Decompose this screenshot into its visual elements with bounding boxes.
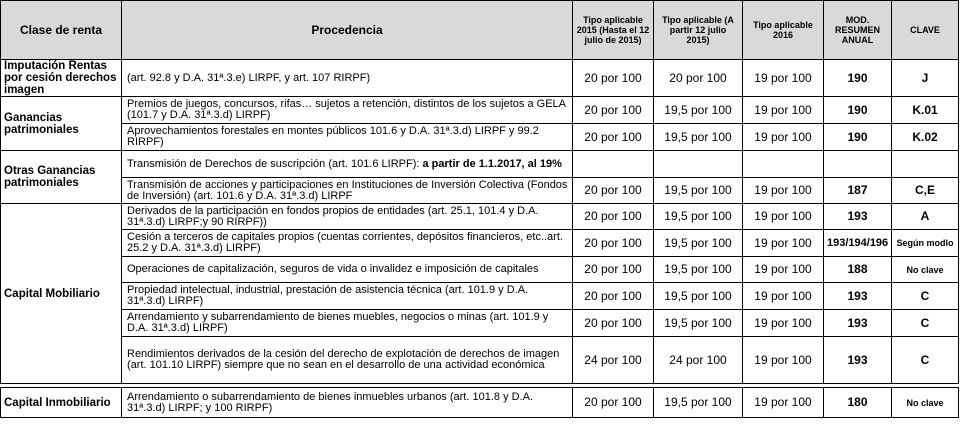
tipo-2016-cell: 19 por 100 xyxy=(743,283,824,310)
tipo-2015-cell: 20 por 100 xyxy=(573,124,654,151)
procedencia-cell: Premios de juegos, concursos, rifas… sujetos a retención, distintos de los sujetos a GELA (101.7 y D.A. 31ª.3.d) LIRPF) xyxy=(122,97,573,124)
tipo-2015-cell: 20 por 100 xyxy=(573,388,654,418)
tipo-2016-cell: 19 por 100 xyxy=(743,388,824,418)
tipo-2015-julio-cell: 19,5 por 100 xyxy=(654,283,743,310)
tipo-2015-julio-cell: 19,5 por 100 xyxy=(654,97,743,124)
mod-cell: 193/194/196 xyxy=(824,230,892,257)
tipo-2015-julio-cell: 19,5 por 100 xyxy=(654,204,743,230)
tipo-2015-cell: 20 por 100 xyxy=(573,310,654,337)
clave-cell: K.02 xyxy=(892,124,959,151)
clave-cell: No clave xyxy=(892,388,959,418)
clave-cell: C xyxy=(892,337,959,384)
tipo-2016-cell: 19 por 100 xyxy=(743,97,824,124)
table-row xyxy=(1,257,959,283)
header-tipo-2015-julio: Tipo aplicable (A partir 12 julio 2015) xyxy=(654,1,743,60)
tipo-2015-cell: 20 por 100 xyxy=(573,283,654,310)
tipo-2016-cell: 19 por 100 xyxy=(743,204,824,230)
tipo-2015-julio-cell: 20 por 100 xyxy=(654,60,743,97)
table-row xyxy=(1,337,959,384)
clave-cell xyxy=(892,151,959,178)
clave-cell: C,E xyxy=(892,178,959,204)
clave-cell: C xyxy=(892,283,959,310)
mod-cell: 193 xyxy=(824,283,892,310)
procedencia-cell: Propiedad intelectual, industrial, prestación de asistencia técnica (art. 101.9 y D.A. 31ª.3.d) LIRPF) xyxy=(122,283,573,310)
mod-cell: 193 xyxy=(824,337,892,384)
procedencia-cell: Rendimientos derivados de la cesión del derecho de explotación de derechos de imagen (art. 101.10 LIRPF) siempre que no sean en el desarrollo de una actividad económica xyxy=(122,337,573,384)
procedencia-cell: (art. 92.8 y D.A. 31ª.3.e) LIRPF, y art. 107 RIRPF) xyxy=(122,60,573,97)
tipo-2015-cell xyxy=(573,151,654,178)
tipo-2015-julio-cell: 24 por 100 xyxy=(654,337,743,384)
tipo-2016-cell: 19 por 100 xyxy=(743,60,824,97)
header-clave: CLAVE xyxy=(892,1,959,60)
tipo-2016-cell xyxy=(743,151,824,178)
tipo-2016-cell: 19 por 100 xyxy=(743,230,824,257)
clave-cell: K.01 xyxy=(892,97,959,124)
header-clase: Clase de renta xyxy=(1,1,122,60)
group-label-ganancias: Ganancias patrimoniales xyxy=(1,97,122,151)
tipo-2015-cell: 20 por 100 xyxy=(573,204,654,230)
header-mod-resumen: MOD. RESUMEN ANUAL xyxy=(824,1,892,60)
tipo-2016-cell: 19 por 100 xyxy=(743,178,824,204)
tipo-2016-cell: 19 por 100 xyxy=(743,337,824,384)
procedencia-cell xyxy=(122,151,573,178)
procedencia-bold-text: a partir de 1.1.2017, al 19% xyxy=(422,157,562,170)
header-row xyxy=(1,1,959,60)
mod-cell: 188 xyxy=(824,257,892,283)
tipo-2016-cell: 19 por 100 xyxy=(743,310,824,337)
tipo-2015-cell: 20 por 100 xyxy=(573,230,654,257)
mod-cell: 193 xyxy=(824,204,892,230)
table-row xyxy=(1,178,959,204)
procedencia-text: Transmisión de Derechos de suscripción (art. 101.6 LIRPF): xyxy=(127,157,423,170)
tipo-2015-julio-cell: 19,5 por 100 xyxy=(654,230,743,257)
procedencia-cell: Arrendamiento o subarrendamiento de bienes inmuebles urbanos (art. 101.8 y D.A. 31ª.3.d) LIRPF; y 100 RIRPF) xyxy=(122,388,573,418)
procedencia-cell: Transmisión de acciones y participaciones en Instituciones de Inversión Colectiva (Fondos de Inversión) (art. 101.6 y D.A. 31ª.3.d) LIRPF xyxy=(122,178,573,204)
header-tipo-2015: Tipo aplicable 2015 (Hasta el 12 julio de 2015) xyxy=(573,1,654,60)
clave-cell: No clave xyxy=(892,257,959,283)
table-row xyxy=(1,124,959,151)
procedencia-cell: Aprovechamientos forestales en montes públicos 101.6 y D.A. 31ª.3.d) LIRPF y 99.2 RIRPF) xyxy=(122,124,573,151)
group-label-capital-inmobiliario: Capital Inmobiliario xyxy=(1,388,122,418)
table-row xyxy=(1,283,959,310)
clave-cell: Según modlo xyxy=(892,230,959,257)
clave-cell: A xyxy=(892,204,959,230)
clave-cell: C xyxy=(892,310,959,337)
procedencia-cell: Cesión a terceros de capitales propios (cuentas corrientes, depósitos financieros, etc..art. 25.2 y D.A. 31ª.3.d) LIRPF) xyxy=(122,230,573,257)
mod-cell: 190 xyxy=(824,97,892,124)
mod-cell: 187 xyxy=(824,178,892,204)
mod-cell xyxy=(824,151,892,178)
header-tipo-2016: Tipo aplicable 2016 xyxy=(743,1,824,60)
tipo-2016-cell: 19 por 100 xyxy=(743,124,824,151)
clave-cell: J xyxy=(892,60,959,97)
mod-cell: 190 xyxy=(824,124,892,151)
group-label-capital-mobiliario: Capital Mobiliario xyxy=(1,204,122,384)
table-row xyxy=(1,204,959,230)
tipo-2015-cell: 20 por 100 xyxy=(573,178,654,204)
mod-cell: 193 xyxy=(824,310,892,337)
procedencia-cell: Derivados de la participación en fondos propios de entidades (art. 25.1, 101.4 y D.A. 31ª.3.d) LIRPF;y 90 RIRPF)) xyxy=(122,204,573,230)
tipo-2015-julio-cell: 19,5 por 100 xyxy=(654,310,743,337)
tipo-2015-julio-cell: 19,5 por 100 xyxy=(654,178,743,204)
tipo-2015-julio-cell: 19,5 por 100 xyxy=(654,124,743,151)
tipo-2015-cell: 20 por 100 xyxy=(573,257,654,283)
group-label-imputacion: Imputación Rentas por cesión derechos imagen xyxy=(1,60,122,97)
tipo-2015-julio-cell: 19,5 por 100 xyxy=(654,257,743,283)
tipo-2015-cell: 20 por 100 xyxy=(573,60,654,97)
mod-cell: 190 xyxy=(824,60,892,97)
tipo-2016-cell: 19 por 100 xyxy=(743,257,824,283)
tipo-2015-cell: 24 por 100 xyxy=(573,337,654,384)
table-row xyxy=(1,151,959,178)
tipo-2015-julio-cell xyxy=(654,151,743,178)
header-procedencia: Procedencia xyxy=(122,1,573,60)
mod-cell: 180 xyxy=(824,388,892,418)
table-row xyxy=(1,60,959,97)
tipo-2015-julio-cell: 19,5 por 100 xyxy=(654,388,743,418)
table-row xyxy=(1,310,959,337)
group-label-otras: Otras Ganancias patrimoniales xyxy=(1,151,122,204)
table-row xyxy=(1,97,959,124)
procedencia-cell: Arrendamiento y subarrendamiento de bienes muebles, negocios o minas (art. 101.9 y D.A. 31ª.3.d) LIRPF) xyxy=(122,310,573,337)
procedencia-cell: Operaciones de capitalización, seguros de vida o invalidez e imposición de capitales xyxy=(122,257,573,283)
table-row xyxy=(1,230,959,257)
tipo-2015-cell: 20 por 100 xyxy=(573,97,654,124)
table-row xyxy=(1,388,959,418)
